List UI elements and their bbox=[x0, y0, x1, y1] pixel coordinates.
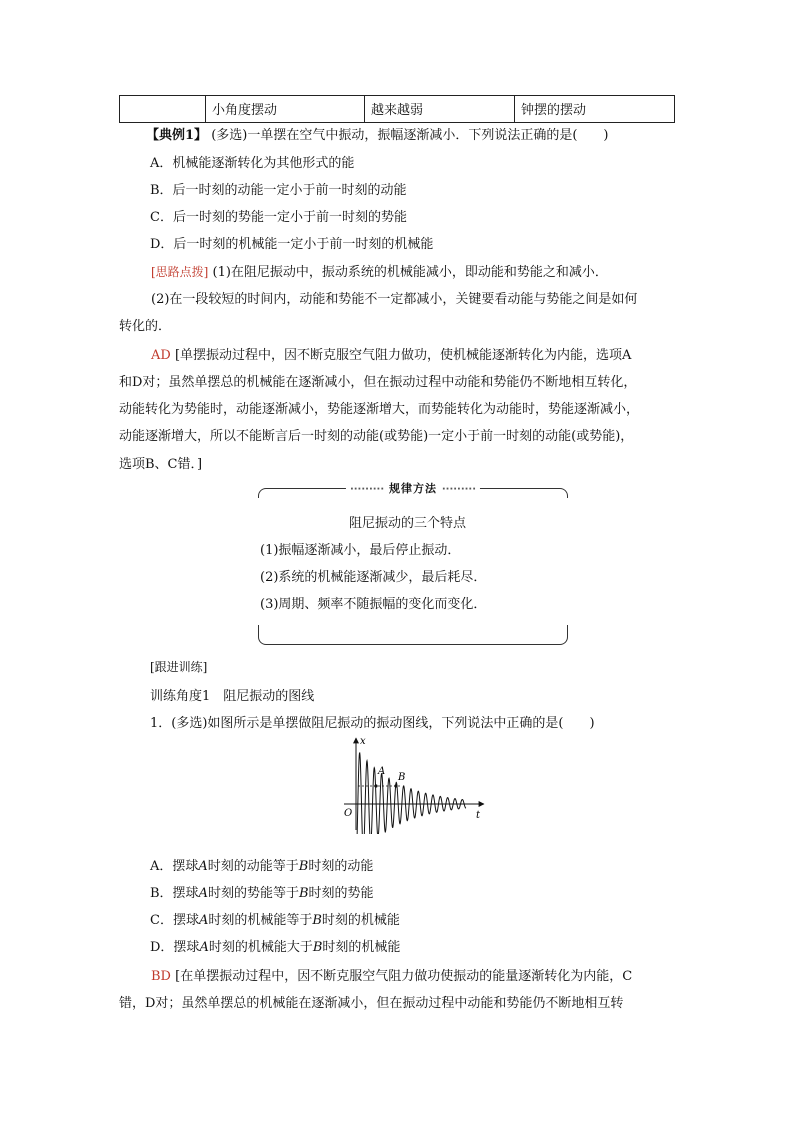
option-var: B bbox=[298, 859, 309, 874]
method-box-label-text: 规律方法 bbox=[389, 482, 437, 495]
hint-text-1: (1)在阻尼振动中，振动系统的机械能减小，即动能和势能之和减小． bbox=[212, 265, 608, 280]
training-question-stem: 1．(多选)如图所示是单摆做阻尼振动的振动图线，下列说法中正确的是( ) bbox=[150, 716, 595, 731]
method-item-3: (3)周期、频率不随振幅的变化而变化． bbox=[260, 597, 487, 612]
method-item-2: (2)系统的机械能逐渐减少，最后耗尽． bbox=[260, 570, 487, 585]
dots-decoration-left: ········· bbox=[349, 484, 385, 495]
damped-oscillation-graph bbox=[338, 734, 488, 834]
answer1-text-1: [单摆振动过程中，因不断克服空气阻力做功，使机械能逐渐转化为内能，选项A bbox=[174, 348, 632, 363]
point-b-label: B bbox=[398, 772, 406, 783]
option-var: A bbox=[198, 886, 208, 901]
option-text: B．摆球 bbox=[150, 886, 199, 901]
option-var: B bbox=[312, 913, 322, 928]
method-box-title: 阻尼振动的三个特点 bbox=[349, 516, 467, 531]
hint-line-3: 转化的． bbox=[119, 319, 172, 334]
answer1-key: AD bbox=[151, 348, 171, 363]
option-var: A bbox=[198, 859, 208, 874]
table-cell: 钟摆的摆动 bbox=[521, 103, 587, 118]
answer1-line-2: 和D对；虽然单摆总的机械能在逐渐减小，但在振动过程中动能和势能仍不断地相互转化， bbox=[119, 375, 637, 390]
option-text: 时刻的机械能 bbox=[321, 913, 400, 928]
example-option-a: A．机械能逐渐转化为其他形式的能 bbox=[150, 156, 355, 171]
option-text: D．摆球 bbox=[150, 940, 200, 955]
answer1-line-5: 选项B、C错．] bbox=[119, 457, 203, 472]
option-text: 时刻的机械能大于 bbox=[208, 940, 313, 955]
method-box-bottom-border bbox=[258, 625, 568, 645]
training-angle: 训练角度1 阻尼振动的图线 bbox=[150, 689, 315, 704]
training-option-b bbox=[150, 882, 374, 901]
option-text: C．摆球 bbox=[150, 913, 199, 928]
answer2-line-1 bbox=[151, 965, 632, 984]
training-option-a bbox=[150, 855, 373, 874]
example-tag: 【典例1】 bbox=[146, 128, 208, 143]
y-axis-label: x bbox=[360, 736, 366, 747]
training-option-d bbox=[150, 936, 400, 955]
answer1-line-3: 动能转化为势能时，动能逐渐减小，势能逐渐增大，而势能转化为动能时，势能逐渐减小， bbox=[119, 402, 640, 417]
option-text: 时刻的动能 bbox=[308, 859, 374, 874]
point-a-label: A bbox=[378, 766, 386, 777]
training-option-c bbox=[150, 909, 400, 928]
option-var: B bbox=[298, 886, 309, 901]
option-var: A bbox=[199, 940, 209, 955]
dots-decoration-right: ········· bbox=[441, 484, 477, 495]
hint-tag: [思路点拨] bbox=[151, 265, 209, 279]
option-text: 时刻的机械能 bbox=[322, 940, 401, 955]
answer1-line-4: 动能逐渐增大，所以不能断言后一时刻的动能(或势能)一定小于前一时刻的动能(或势能)， bbox=[119, 429, 634, 444]
training-tag: [跟进训练] bbox=[150, 660, 208, 674]
answer2-key: BD bbox=[151, 969, 171, 984]
answer2-line-2: 错，D对；虽然单摆总的机械能在逐渐减小，但在振动过程中动能和势能仍不断地相互转 bbox=[119, 996, 624, 1011]
origin-label: O bbox=[344, 808, 353, 819]
example-option-c: C．后一时刻的势能一定小于前一时刻的势能 bbox=[150, 210, 407, 225]
table-cell bbox=[120, 96, 206, 122]
option-text: 时刻的势能等于 bbox=[207, 886, 299, 901]
example-stem-line bbox=[146, 124, 608, 143]
option-var: A bbox=[198, 913, 209, 928]
hint-line-2: (2)在一段较短的时间内，动能和势能不一定都减小，关键要看动能与势能之间是如何 bbox=[151, 292, 638, 307]
damped-curve bbox=[356, 753, 466, 834]
example-option-b: B．后一时刻的动能一定小于前一时刻的动能 bbox=[150, 183, 407, 198]
answer2-text-1: [在单摆振动过程中，因不断克服空气阻力做功使振动的能量逐渐转化为内能，C bbox=[175, 969, 633, 984]
option-text: 时刻的动能等于 bbox=[207, 859, 299, 874]
example-stem: (多选)一单摆在空气中振动，振幅逐渐减小．下列说法正确的是( ) bbox=[211, 128, 609, 143]
x-axis-label: t bbox=[476, 810, 481, 821]
option-var: B bbox=[312, 940, 323, 955]
summary-table-row bbox=[119, 95, 675, 123]
hint-line-1 bbox=[151, 261, 608, 280]
answer1-line-1 bbox=[151, 344, 631, 363]
option-text: 时刻的机械能等于 bbox=[208, 913, 313, 928]
example-option-d: D．后一时刻的机械能一定小于前一时刻的机械能 bbox=[150, 237, 434, 252]
option-text: A．摆球 bbox=[150, 859, 199, 874]
option-text: 时刻的势能 bbox=[308, 886, 374, 901]
point-b-marker bbox=[394, 784, 397, 787]
method-box-label bbox=[346, 480, 480, 496]
point-a-marker bbox=[374, 784, 377, 787]
table-cell: 小角度摆动 bbox=[206, 96, 365, 122]
table-cell: 越来越弱 bbox=[365, 96, 515, 122]
method-item-1: (1)振幅逐渐减小，最后停止振动． bbox=[260, 543, 461, 558]
